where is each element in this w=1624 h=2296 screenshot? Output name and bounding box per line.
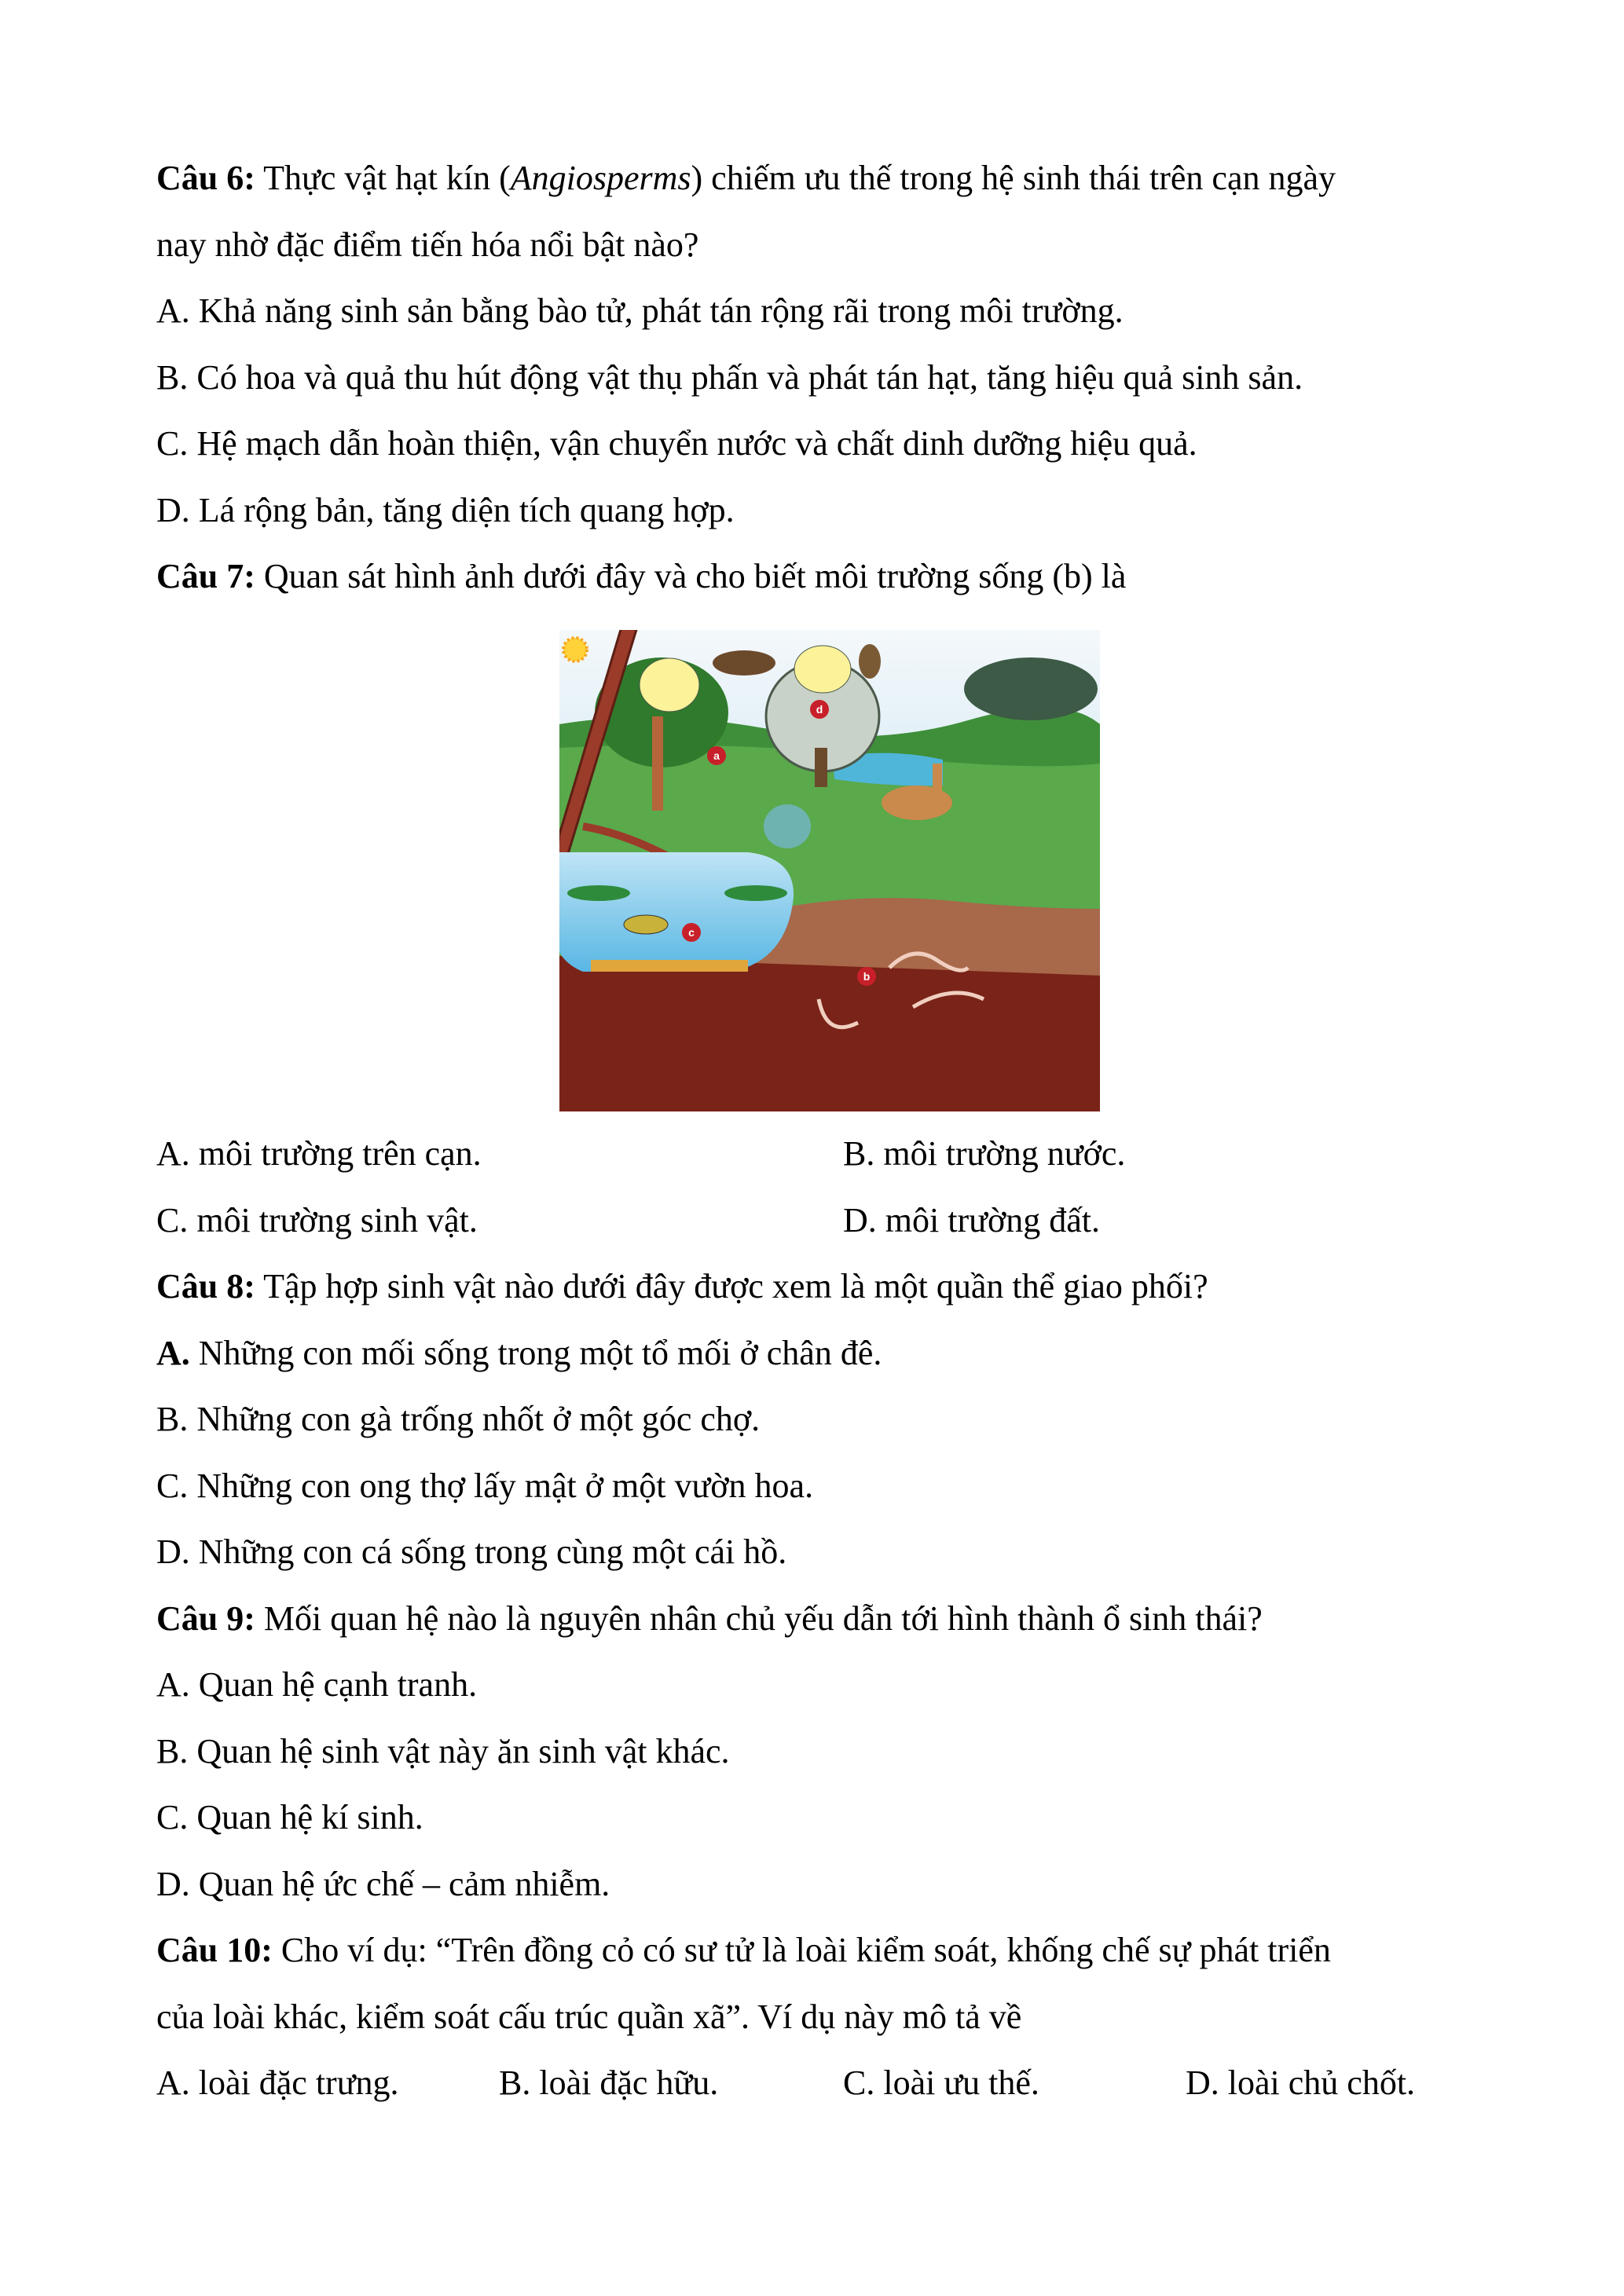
- q8-option-a-text: Những con mối sống trong một tổ mối ở chân đê.: [189, 1333, 882, 1372]
- insect-bubble: [640, 658, 699, 712]
- q10-option-b: B. loài đặc hữu.: [499, 2063, 719, 2102]
- lily-pads-left: [567, 885, 630, 901]
- q7-option-b: B. môi trường nước.: [843, 1134, 1126, 1173]
- q10-stem-line1: [156, 1917, 1331, 1984]
- q10-option-c: C. loài ưu thế.: [843, 2063, 1039, 2102]
- q8-option-a-letter: A.: [156, 1333, 190, 1372]
- q8-option-c: C. Những con ong thợ lấy mật ở một vườn hoa.: [156, 1466, 814, 1505]
- hawk: [859, 644, 881, 679]
- forest-background: [964, 657, 1098, 720]
- q10-stem-line2: của loài khác, kiểm soát cấu trúc quần xã”. Ví dụ này mô tả về: [156, 1997, 1022, 2036]
- label-c: [682, 923, 701, 942]
- pond: [559, 852, 794, 972]
- owl: [713, 650, 775, 676]
- sun-icon: [563, 638, 587, 661]
- q6-text: Thực vật hạt kín (: [255, 159, 511, 197]
- tree-trunk: [652, 716, 663, 811]
- caterpillar-bubble: [794, 646, 851, 693]
- q7-option-c: C. môi trường sinh vật.: [156, 1200, 478, 1240]
- q7-label: Câu 7:: [156, 557, 255, 595]
- label-b: [857, 967, 876, 986]
- q9-text: Mối quan hệ nào là nguyên nhân chủ yếu dẫn tới hình thành ổ sinh thái?: [255, 1598, 1263, 1638]
- svg-text:a: a: [713, 749, 720, 762]
- ecosystem-illustration: [559, 630, 1100, 1111]
- lily-pads-right: [724, 885, 787, 901]
- svg-text:b: b: [863, 970, 871, 983]
- q9-option-c: C. Quan hệ kí sinh.: [156, 1798, 423, 1836]
- q7-option-d: D. môi trường đất.: [843, 1200, 1100, 1240]
- q6-text: ) chiếm ưu thế trong hệ sinh thái trên cạn ngày: [691, 159, 1336, 197]
- q10-label: Câu 10:: [156, 1931, 273, 1969]
- ecosystem-svg: [559, 630, 1100, 1111]
- deep-soil: [559, 956, 1100, 1111]
- q6-option-d: D. Lá rộng bản, tăng diện tích quang hợp.: [156, 490, 735, 529]
- q8-text: Tập hợp sinh vật nào dưới đây được xem là một quần thể giao phối?: [255, 1267, 1208, 1305]
- q10-option-a: A. loài đặc trưng.: [156, 2063, 399, 2102]
- svg-text:d: d: [816, 703, 823, 716]
- q9-option-a: A. Quan hệ cạnh tranh.: [156, 1665, 478, 1704]
- q9-option-b: B. Quan hệ sinh vật này ăn sinh vật khác.: [156, 1731, 730, 1771]
- q9-label: Câu 9:: [156, 1598, 255, 1638]
- q6-option-c: C. Hệ mạch dẫn hoàn thiện, vận chuyển nước và chất dinh dưỡng hiệu quả.: [156, 424, 1197, 463]
- q9-stem: [156, 1586, 1263, 1653]
- tree-d-trunk: [815, 748, 827, 787]
- bush: [764, 804, 811, 848]
- q10-text: Cho ví dụ: “Trên đồng cỏ có sư tử là loài kiểm soát, khống chế sự phát triển: [272, 1931, 1331, 1969]
- svg-text:c: c: [688, 926, 695, 939]
- q6-option-a: A. Khả năng sinh sản bằng bào tử, phát tán rộng rãi trong môi trường.: [156, 291, 1124, 330]
- pond-bed: [591, 960, 748, 972]
- q7-option-a: A. môi trường trên cạn.: [156, 1134, 482, 1173]
- q6-stem-line1: [156, 145, 1336, 212]
- q10-option-d: D. loài chủ chốt.: [1186, 2063, 1416, 2102]
- q9-option-d: D. Quan hệ ức chế – cảm nhiễm.: [156, 1864, 610, 1903]
- label-a: [707, 746, 726, 765]
- fish: [624, 915, 668, 934]
- label-d: [810, 700, 829, 719]
- q8-option-b: B. Những con gà trống nhốt ở một góc chợ.: [156, 1400, 761, 1438]
- q6-label: Câu 6:: [156, 159, 255, 197]
- q6-stem-line2: nay nhờ đặc điểm tiến hóa nổi bật nào?: [156, 225, 699, 264]
- q7-text: Quan sát hình ảnh dưới đây và cho biết môi trường sống (b) là: [255, 557, 1127, 595]
- q6-option-b: B. Có hoa và quả thu hút động vật thụ phấn và phát tán hạt, tăng hiệu quả sinh sản.: [156, 357, 1303, 397]
- q8-option-d: D. Những con cá sống trong cùng một cái hồ.: [156, 1532, 787, 1571]
- q7-stem: [156, 544, 1126, 610]
- q8-label: Câu 8:: [156, 1267, 255, 1305]
- deer-neck: [933, 764, 942, 799]
- q8-option-a: [156, 1320, 882, 1387]
- q8-stem: [156, 1254, 1208, 1320]
- q6-italic-term: Angiosperms: [510, 159, 691, 197]
